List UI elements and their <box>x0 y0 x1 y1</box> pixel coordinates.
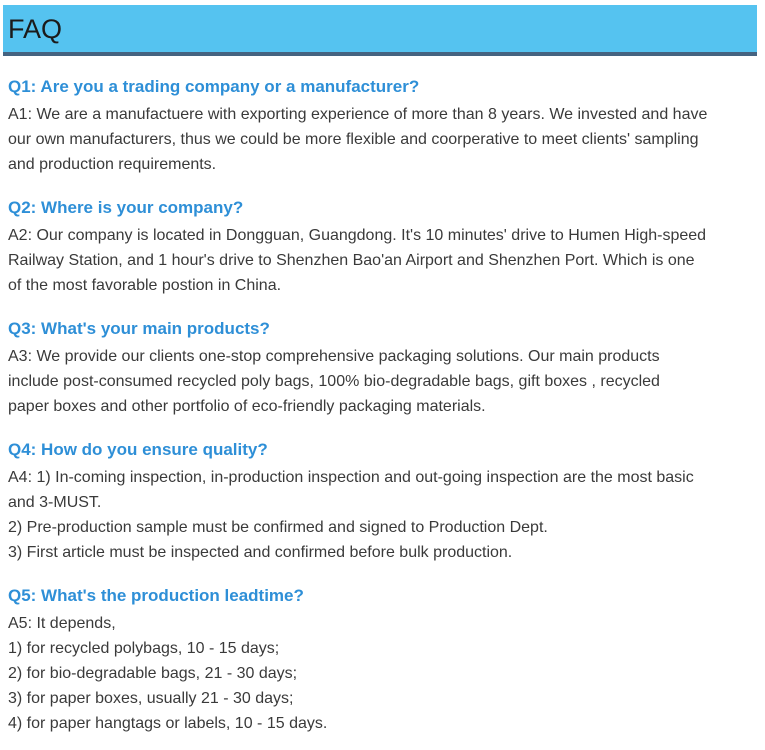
faq-question-q5: Q5: What's the production leadtime? <box>8 586 304 605</box>
faq-item-q4 <box>8 439 755 565</box>
faq-answer-line: and 3-MUST. <box>8 494 102 511</box>
faq-answer-line: paper boxes and other portfolio of eco-friendly packaging materials. <box>8 398 486 415</box>
faq-list <box>0 76 765 750</box>
faq-answer-line: 4) for paper hangtags or labels, 10 - 15 days. <box>8 715 328 732</box>
faq-answer-line: of the most favorable postion in China. <box>8 277 282 294</box>
faq-question-q3: Q3: What's your main products? <box>8 319 270 338</box>
faq-answer-line: include post-consumed recycled poly bags, 100% bio-degradable bags, gift boxes , recycled <box>8 373 660 390</box>
page-title: FAQ <box>8 14 63 44</box>
faq-question-q4: Q4: How do you ensure quality? <box>8 440 268 459</box>
faq-item-q5 <box>8 585 755 736</box>
faq-page <box>0 5 765 750</box>
faq-question-q2: Q2: Where is your company? <box>8 198 244 217</box>
faq-question-q1: Q1: Are you a trading company or a manufacturer? <box>8 77 420 96</box>
faq-answer-line: A1: We are a manufactuere with exporting experience of more than 8 years. We invested and have <box>8 106 708 123</box>
faq-answer-line: 2) Pre-production sample must be confirmed and signed to Production Dept. <box>8 519 548 536</box>
faq-item-q2 <box>8 197 755 298</box>
faq-answer-line: 3) First article must be inspected and confirmed before bulk production. <box>8 544 513 561</box>
faq-answer-line: 1) for recycled polybags, 10 - 15 days; <box>8 640 280 657</box>
faq-answer-line: 3) for paper boxes, usually 21 - 30 days; <box>8 690 294 707</box>
faq-answer-line: Railway Station, and 1 hour's drive to Shenzhen Bao'an Airport and Shenzhen Port. Which is one <box>8 252 695 269</box>
faq-item-q3 <box>8 318 755 419</box>
faq-answer-line: A2: Our company is located in Dongguan, Guangdong. It's 10 minutes' drive to Humen High-speed <box>8 227 707 244</box>
faq-answer-line: our own manufacturers, thus we could be more flexible and coorperative to meet clients' sampling <box>8 131 699 148</box>
faq-header-bar <box>3 5 757 56</box>
faq-answer-line: A4: 1) In-coming inspection, in-production inspection and out-going inspection are the most basic <box>8 469 694 486</box>
faq-answer-line: A5: It depends, <box>8 615 116 632</box>
faq-answer-line: and production requirements. <box>8 156 217 173</box>
faq-item-q1 <box>8 76 755 177</box>
faq-answer-line: 2) for bio-degradable bags, 21 - 30 days; <box>8 665 298 682</box>
faq-answer-line: A3: We provide our clients one-stop comprehensive packaging solutions. Our main products <box>8 348 660 365</box>
